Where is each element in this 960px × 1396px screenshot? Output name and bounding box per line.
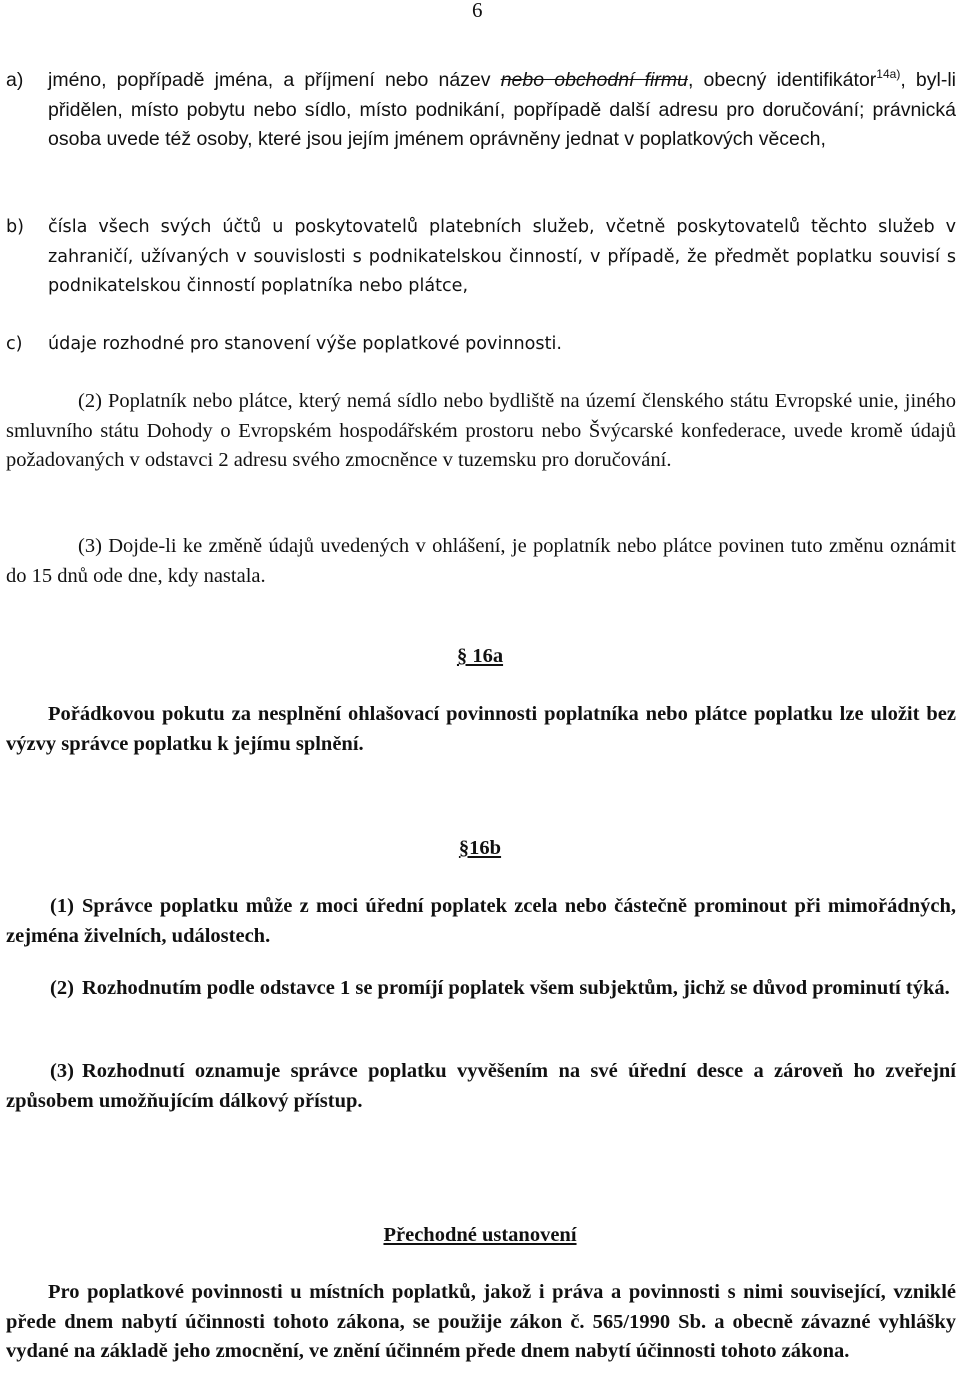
paragraph-3: (3) Dojde-li ke změně údajů uvedených v ohlášení, je poplatník nebo plátce povinen tuto změnu oznámit do 15 dnů ode dne, kdy nastala.	[6, 535, 956, 587]
list-item-b	[6, 213, 956, 302]
section-16b-item-3: (3) Rozhodnutí oznamuje správce poplatku vyvěšením na své úřední desce a zároveň ho zveřejní způsobem umožňujícím dálkový přístup.	[6, 1060, 956, 1112]
struck-text: nebo obchodní firmu	[500, 69, 688, 91]
list-item-label: b)	[6, 217, 25, 237]
footnote-reference: 14a)	[876, 67, 901, 81]
list-item-label: c)	[6, 334, 23, 354]
section-16b-item-2: (2) Rozhodnutím podle odstavce 1 se promíjí poplatek všem subjektům, jichž se důvod prominutí týká.	[50, 977, 950, 999]
page-number: 6	[472, 0, 483, 22]
list-item-label: a)	[6, 69, 24, 91]
list-item-c	[6, 330, 956, 360]
list-item-a	[6, 66, 956, 155]
section-16b-heading: §16b	[458, 837, 502, 859]
list-item-text: čísla všech svých účtů u poskytovatelů platebních služeb, včetně poskytovatelů těchto služeb v zahraničí, užívaných v souvislosti s podnikatelskou činností, v případě, že předmět poplatku souvisí s podnikatelskou činností poplatníka nebo plátce,	[48, 217, 956, 296]
list-item-text: jméno, popřípadě jména, a příjmení nebo název nebo obchodní firmu, obecný identifikátor$^{14a)}$, byl-li přidělen, místo pobytu nebo sídlo, místo podnikání, popřípadě další adresu pro doručování; právnická osoba uvede též osoby, které jsou jejím jménem oprávněny jednat v poplatkových věcech,	[48, 67, 956, 150]
section-16a-heading: § 16a	[456, 645, 504, 667]
transitional-heading: Přechodné ustanovení	[383, 1224, 577, 1246]
section-16b-item-1: (1) Správce poplatku může z moci úřední poplatek zcela nebo částečně prominout při mimořádných, zejména živelních, událostech.	[6, 895, 956, 947]
list-item-text: údaje rozhodné pro stanovení výše poplatkové povinnosti.	[48, 334, 562, 354]
paragraph-2: (2) Poplatník nebo plátce, který nemá sídlo nebo bydliště na území členského státu Evropské unie, jiného smluvního státu Dohody o Evropském hospodářském prostoru nebo Švýcarské konfederace, uvede kromě údajů požadovaných v odstavci 2 adresu svého zmocněnce v tuzemsku pro doručování.	[6, 390, 956, 471]
transitional-text: Pro poplatkové povinnosti u místních poplatků, jakož i práva a povinnosti s nimi související, vzniklé přede dnem nabytí účinnosti tohoto zákona, se použije zákon č. 565/1990 Sb. a obecně závazné vyhlášky vydané na základě jeho zmocnění, ve znění účinném přede dnem nabytí účinnosti tohoto zákona.	[6, 1281, 956, 1362]
section-16a-text: Pořádkovou pokutu za nesplnění ohlašovací povinnosti poplatníka nebo plátce poplatku lze uložit bez výzvy správce poplatku k jejímu splnění.	[6, 703, 956, 755]
